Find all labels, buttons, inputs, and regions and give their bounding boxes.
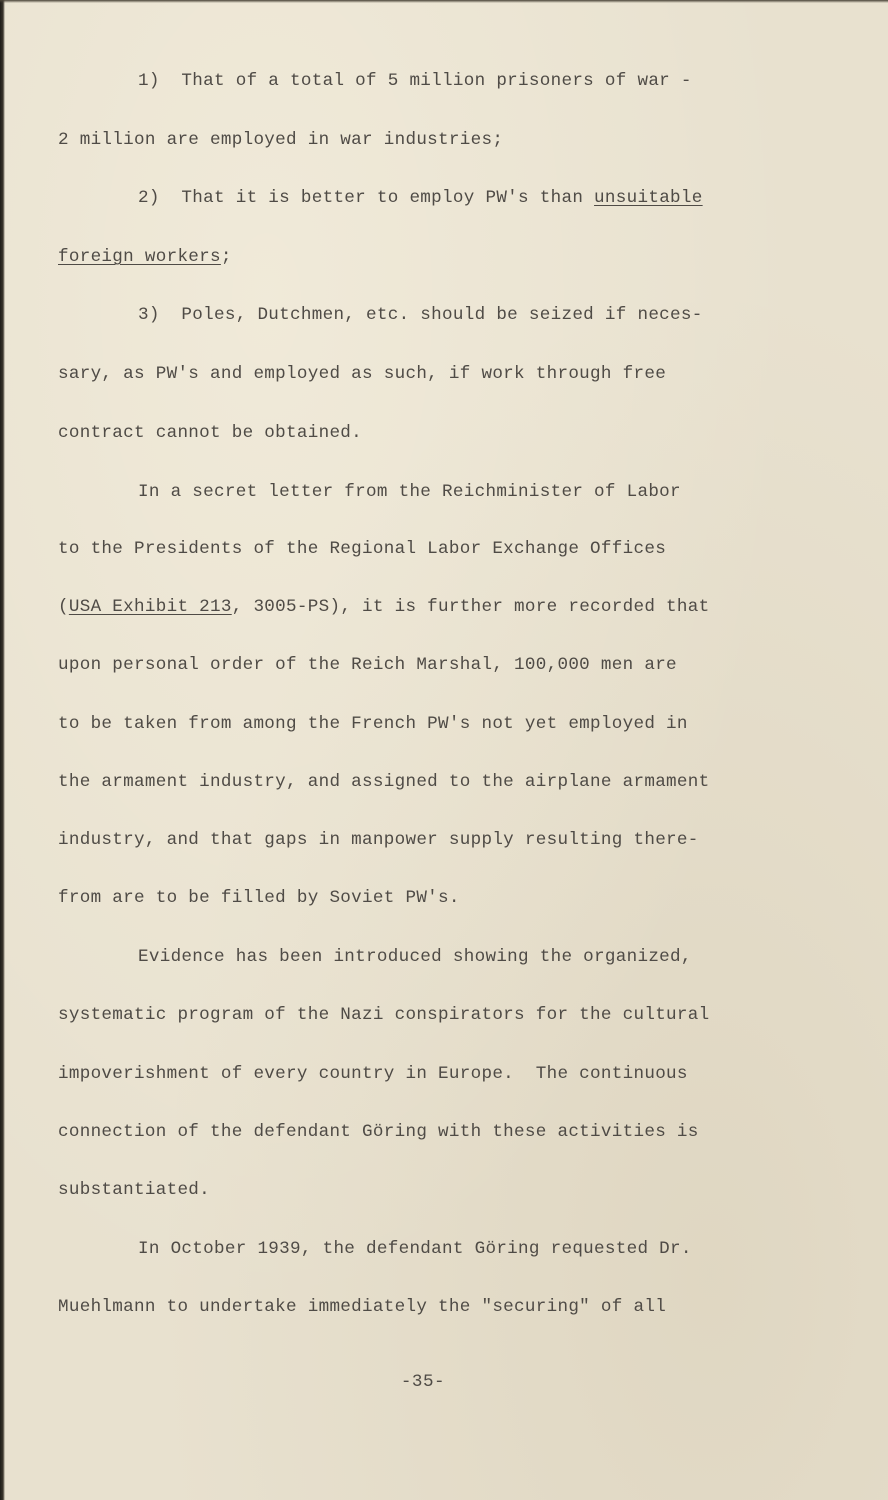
text-segment: upon personal order of the Reich Marshal, 100,000 men are <box>58 655 677 675</box>
text-line <box>58 246 232 268</box>
text-line <box>58 363 666 385</box>
text-line <box>58 771 709 793</box>
page-top-edge <box>0 0 888 3</box>
text-line <box>58 538 666 560</box>
text-segment: 3) Poles, Dutchmen, etc. should be seized if neces- <box>138 305 703 325</box>
text-line <box>58 129 503 151</box>
text-line <box>58 713 688 735</box>
text-segment: sary, as PW's and employed as such, if work through free <box>58 364 667 384</box>
underlined-text: unsuitable <box>594 188 703 208</box>
text-segment: systematic program of the Nazi conspirators for the cultural <box>58 1005 710 1025</box>
text-line <box>58 1004 709 1026</box>
text-segment: from are to be filled by Soviet PW's. <box>58 888 460 908</box>
text-line <box>58 1296 666 1318</box>
text-line <box>58 1063 688 1085</box>
text-segment: ( <box>58 597 69 617</box>
text-line <box>138 304 703 326</box>
exhibit-reference: USA Exhibit 213 <box>68 597 232 617</box>
text-segment: contract cannot be obtained. <box>58 423 363 443</box>
text-segment: 2) That it is better to employ PW's than <box>138 188 595 208</box>
text-line <box>138 187 703 209</box>
text-line <box>138 481 681 503</box>
text-line <box>58 1179 210 1201</box>
text-segment: ; <box>220 247 232 267</box>
text-segment: In a secret letter from the Reichminister of Labor <box>138 482 681 502</box>
text-segment: In October 1939, the defendant Göring requested Dr. <box>138 1239 692 1259</box>
text-segment: to be taken from among the French PW's not yet employed in <box>58 714 688 734</box>
text-line <box>58 654 677 676</box>
text-segment: 1) That of a total of 5 million prisoners of war - <box>138 71 692 91</box>
text-line <box>58 1121 699 1143</box>
text-segment: 2 million are employed in war industries; <box>58 130 504 150</box>
text-line <box>58 887 460 909</box>
page-number: -35- <box>400 1372 446 1392</box>
text-segment: Muehlmann to undertake immediately the "securing" of all <box>58 1297 667 1317</box>
text-line <box>58 422 362 444</box>
text-line <box>138 946 692 968</box>
text-line <box>58 596 710 618</box>
text-segment: the armament industry, and assigned to the airplane armament <box>58 772 710 792</box>
page-binding-edge <box>0 0 5 1500</box>
text-segment: connection of the defendant Göring with these activities is <box>58 1122 699 1142</box>
underlined-text: foreign workers <box>58 247 221 267</box>
text-segment: impoverishment of every country in Europe. The continuous <box>58 1064 688 1084</box>
text-segment: , 3005-PS), it is further more recorded that <box>231 597 710 617</box>
text-line <box>138 70 692 92</box>
text-segment: industry, and that gaps in manpower supply resulting there- <box>58 830 699 850</box>
text-segment: substantiated. <box>58 1180 211 1200</box>
text-line <box>58 829 699 851</box>
text-line <box>138 1238 692 1260</box>
text-segment: Evidence has been introduced showing the organized, <box>138 947 692 967</box>
text-segment: to the Presidents of the Regional Labor Exchange Offices <box>58 539 667 559</box>
